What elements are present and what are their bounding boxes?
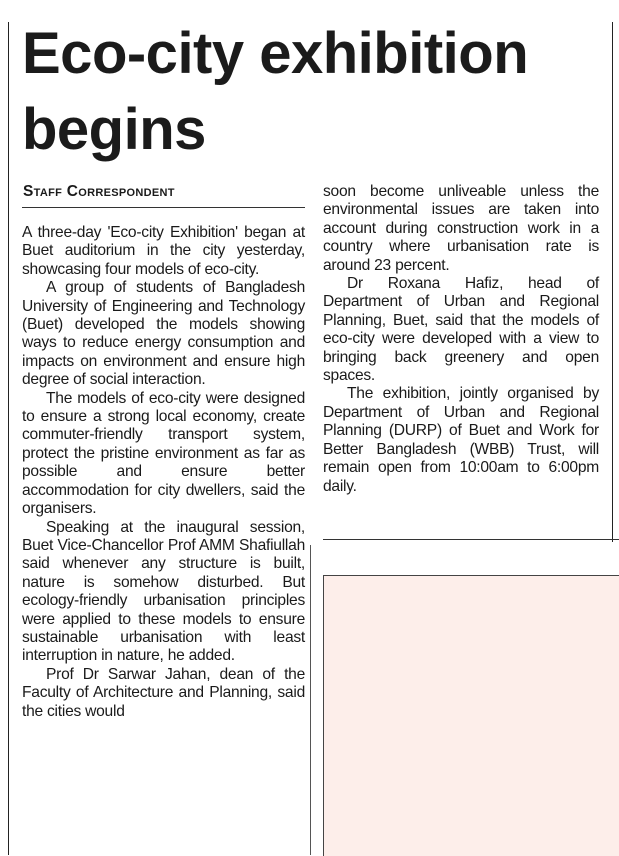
paragraph: soon become unliveable unless the environmental issues are taken into account during construction work in a country where urbanisation rate is around 23 percent. bbox=[323, 183, 599, 274]
article-end-rule bbox=[323, 539, 619, 540]
article-column-left bbox=[22, 224, 305, 721]
right-column-rule bbox=[612, 22, 613, 542]
paragraph: Prof Dr Sarwar Jahan, dean of the Faculty of Architecture and Planning, said the cities would bbox=[22, 665, 305, 720]
left-column-rule bbox=[8, 22, 9, 855]
paragraph: A group of students of Bangladesh University of Engineering and Technology (Buet) developed the models showing ways to reduce energy consumption and impacts on environment and ensure high degree of social interaction. bbox=[22, 279, 305, 389]
article-column-right bbox=[323, 183, 599, 496]
paragraph: Speaking at the inaugural session, Buet Vice-Chancellor Prof AMM Shafiullah said whenever any structure is built, nature is somehow disturbed. But ecology-friendly urbanisation principles were applied to these models to ensure sustainable urbanisation with least interruption in nature, he added. bbox=[22, 518, 305, 665]
headline: Eco-city exhibition begins bbox=[22, 21, 529, 162]
advertisement-box bbox=[323, 575, 619, 856]
gutter-rule bbox=[310, 545, 311, 855]
paragraph: A three-day 'Eco-city Exhibition' began at Buet auditorium in the city yesterday, showcasing four models of eco-city. bbox=[22, 224, 305, 278]
byline: Staff Correspondent bbox=[23, 183, 175, 200]
byline-divider bbox=[22, 207, 305, 208]
paragraph: Dr Roxana Hafiz, head of Department of Urban and Regional Planning, Buet, said that the models of eco-city were developed with a view to bringing back greenery and open spaces. bbox=[323, 275, 599, 385]
paragraph: The models of eco-city were designed to ensure a strong local economy, create commuter-friendly transport system, protect the pristine environment as far as possible and ensure better accommodation for city dwellers, said the organisers. bbox=[22, 389, 305, 518]
paragraph: The exhibition, jointly organised by Department of Urban and Regional Planning (DURP) of Buet and Work for Better Bangladesh (WBB) Trust, will remain open from 10:00am to 6:00pm daily. bbox=[323, 385, 599, 495]
